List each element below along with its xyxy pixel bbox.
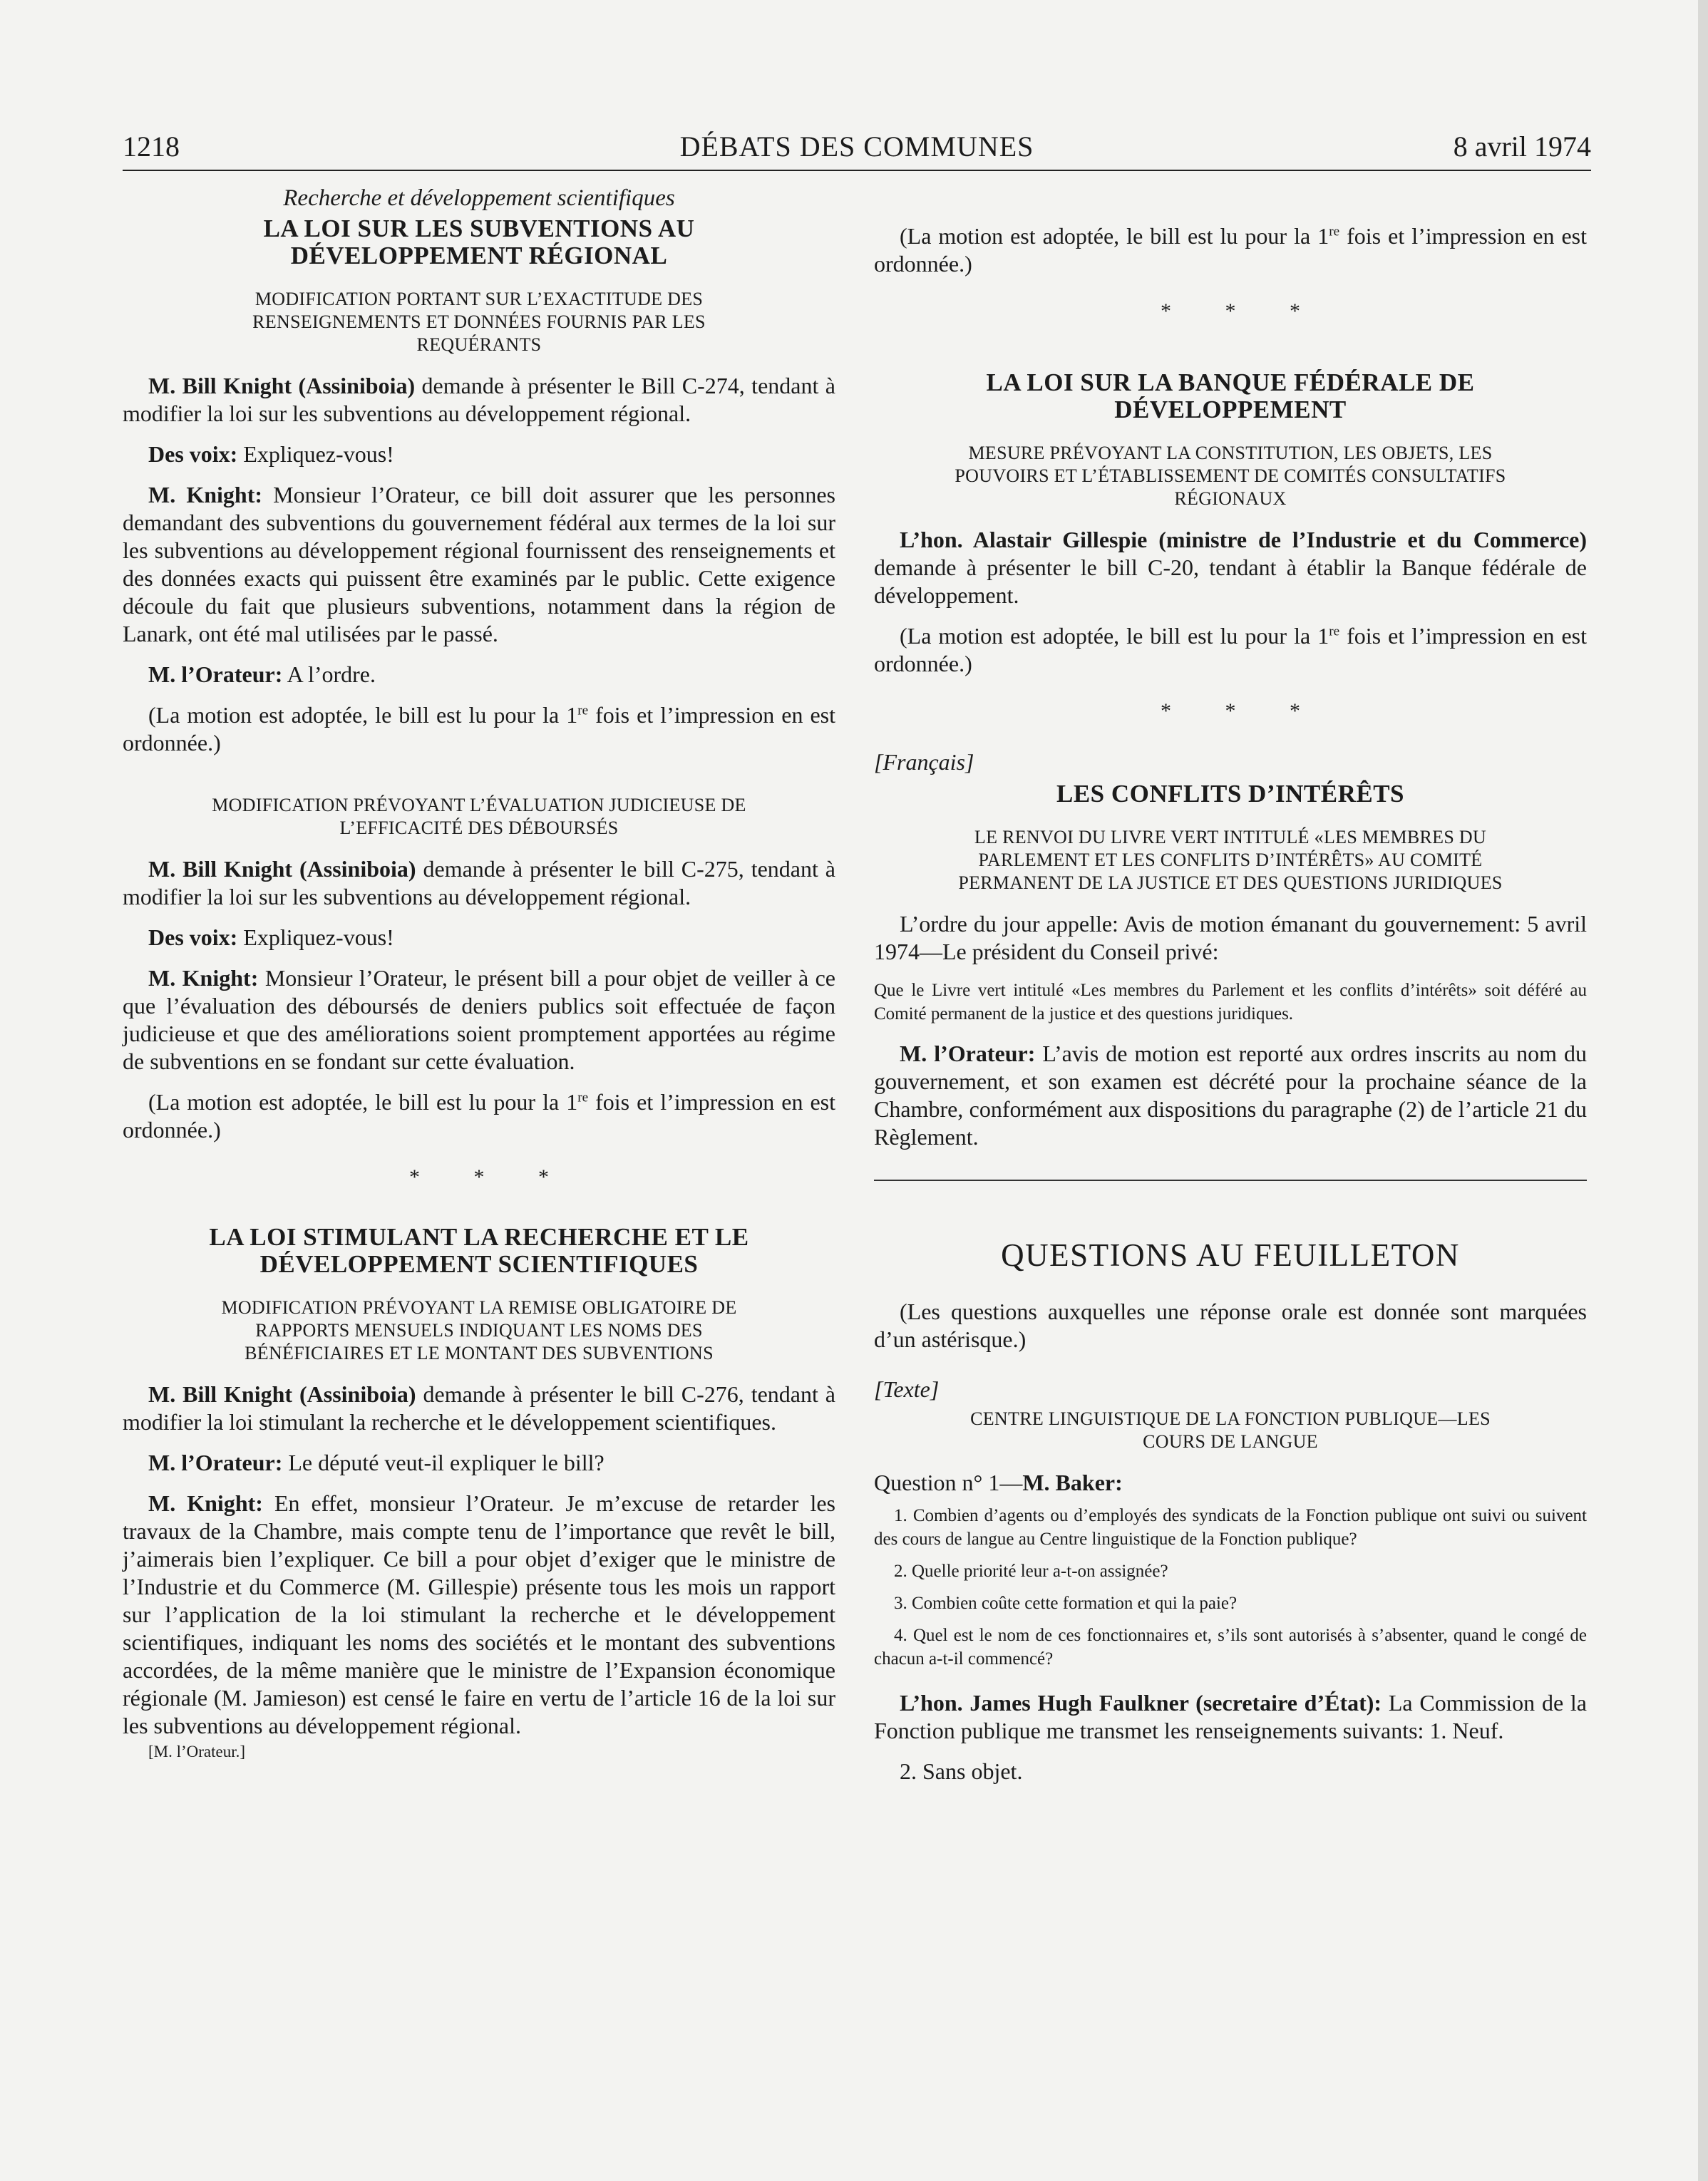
paragraph: M. l’Orateur: Le député veut-il expliquer le bill? (148, 1450, 605, 1475)
paragraph: 2. Sans objet. (900, 1758, 1023, 1784)
speaker: M. Bill Knight (Assiniboia) (148, 856, 416, 882)
paragraph: Des voix: Expliquez-vous! (148, 441, 394, 467)
paragraph: L’ordre du jour appelle: Avis de motion émanant du gouvernement: 5 avril 1974—Le président du Conseil privé: (874, 911, 1587, 964)
paragraph: M. Bill Knight (Assiniboia) demande à présenter le bill C-276, tendant à modifier la loi stimulant la recherche et le développement scientifiques. (123, 1381, 836, 1435)
section-subheading: LE RENVOI DU LIVRE VERT INTITULÉ «LES MEMBRES DU PARLEMENT ET LES CONFLITS D’INTÉRÊTS» AU COMITÉ PERMANENT DE LA JUSTICE ET DES QUESTIONS JURIDIQUES (958, 827, 1503, 893)
left-column (123, 184, 835, 1761)
speaker-tag: [M. l’Orateur.] (148, 1743, 246, 1760)
speaker: M. l’Orateur: (148, 661, 283, 687)
question-item: 1. Combien d’agents ou d’employés des syndicats de la Fonction publique ont suivi ou suivent des cours de langue au Centre linguistique de la Fonction publique? (874, 1506, 1587, 1549)
section-rule (874, 1180, 1587, 1181)
section-heading: LA LOI STIMULANT LA RECHERCHE ET LE DÉVELOPPEMENT SCIENTIFIQUES (209, 1223, 749, 1278)
section-subheading: MESURE PRÉVOYANT LA CONSTITUTION, LES OBJETS, LES POUVOIRS ET L’ÉTABLISSEMENT DE COMITÉS CONSULTATIFS RÉGIONAUX (955, 443, 1506, 509)
section-kicker: Recherche et développement scientifiques (283, 185, 675, 211)
section-heading: LA LOI SUR LA BANQUE FÉDÉRALE DE DÉVELOPPEMENT (986, 368, 1475, 423)
section-subheading: MODIFICATION PORTANT SUR L’EXACTITUDE DES RENSEIGNEMENTS ET DONNÉES FOURNIS PAR LES REQUÉRANTS (252, 289, 706, 355)
paragraph: L’hon. James Hugh Faulkner (secretaire d’État): La Commission de la Fonction publique me transmet les renseignements suivants: 1. Neuf. (874, 1690, 1587, 1743)
section-heading: LA LOI SUR LES SUBVENTIONS AU DÉVELOPPEMENT RÉGIONAL (263, 215, 695, 269)
speaker: L’hon. Alastair Gillespie (ministre de l’Industrie et du Commerce) (900, 527, 1587, 552)
speaker: M. l’Orateur: (900, 1041, 1036, 1066)
paragraph: M. Knight: Monsieur l’Orateur, le présent bill a pour objet de veiller à ce que l’évaluation des déboursés de deniers publics soit effectuée de façon judicieuse et que des améliorations soient promptement apportées au régime de subventions en se fondant sur cette évaluation. (123, 965, 836, 1074)
speaker: M. Knight: (148, 1490, 263, 1516)
language-marker: [Texte] (874, 1376, 940, 1402)
motion-note: (La motion est adoptée, le bill est lu pour la 1re fois et l’impression en est ordonnée.) (123, 1089, 836, 1143)
section-heading: LES CONFLITS D’INTÉRÊTS (1056, 780, 1405, 808)
motion-text: Que le Livre vert intitulé «Les membres du Parlement et les conflits d’intérêts» soit déféré au Comité permanent de la justice et des questions juridiques. (874, 981, 1587, 1024)
speaker: M. Baker: (1022, 1470, 1123, 1495)
speaker: M. l’Orateur: (148, 1450, 283, 1475)
speaker: M. Knight: (148, 965, 259, 991)
paragraph: M. l’Orateur: A l’ordre. (148, 661, 376, 687)
speaker: Des voix: (148, 924, 238, 950)
paragraph: M. Knight: En effet, monsieur l’Orateur. Je m’excuse de retarder les travaux de la Chambre, mais compte tenu de l’importance que revêt le bill, j’aimerais bien l’expliquer. Ce bill a pour objet d’exiger que le ministre de l’Industrie et du Commerce (M. Gillespie) présente tous les mois un rapport sur l’application de la loi stimulant la recherche et le développement scientifiques, indiquant les noms des sociétés et le montant des subventions accordées, de la même manière que le ministre de l’Expansion économique régionale (M. Jamieson) est censé le faire en vertu de l’article 16 de la loi sur les subventions au développement régional. (123, 1490, 836, 1738)
language-marker: [Français] (874, 749, 974, 775)
running-title: DÉBATS DES COMMUNES (679, 130, 1034, 163)
speaker: L’hon. James Hugh Faulkner (secretaire d’État): (900, 1690, 1382, 1716)
speaker: Des voix: (148, 441, 238, 467)
motion-note: (La motion est adoptée, le bill est lu pour la 1re fois et l’impression en est ordonnée.) (123, 702, 836, 756)
paragraph: M. Bill Knight (Assiniboia) demande à présenter le bill C-275, tendant à modifier la loi sur les subventions au développement régional. (123, 856, 836, 909)
paragraph: M. l’Orateur: L’avis de motion est reporté aux ordres inscrits au nom du gouvernement, et son examen est décrété pour la prochaine séance de la Chambre, conformément aux dispositions du paragraphe (2) de l’article 21 du Règlement. (874, 1041, 1588, 1150)
section-separator: * * * (1161, 299, 1324, 323)
section-separator: * * * (1161, 699, 1324, 723)
question-item: 3. Combien coûte cette formation et qui la paie? (894, 1594, 1238, 1613)
section-subheading: MODIFICATION PRÉVOYANT L’ÉVALUATION JUDICIEUSE DE L’EFFICACITÉ DES DÉBOURSÉS (212, 795, 746, 838)
page-date: 8 avril 1974 (1453, 130, 1591, 163)
question-heading: Question n° 1—M. Baker: (874, 1470, 1123, 1495)
speaker: M. Bill Knight (Assiniboia) (148, 1381, 416, 1407)
page-edge (1698, 0, 1708, 2181)
paragraph: (Les questions auxquelles une réponse orale est donnée sont marquées d’un astérisque.) (874, 1299, 1587, 1352)
motion-note: (La motion est adoptée, le bill est lu pour la 1re fois et l’impression en est ordonnée.) (874, 623, 1588, 676)
paragraph: M. Bill Knight (Assiniboia) demande à présenter le Bill C-274, tendant à modifier la loi sur les subventions au développement régional. (123, 373, 836, 426)
page-number: 1218 (123, 130, 180, 163)
section-heading: QUESTIONS AU FEUILLETON (1001, 1237, 1460, 1273)
paragraph: Des voix: Expliquez-vous! (148, 924, 394, 950)
question-item: 2. Quelle priorité leur a-t-on assignée? (894, 1562, 1168, 1581)
page-header (123, 127, 1591, 171)
speaker: M. Knight: (148, 482, 263, 507)
section-subheading: MODIFICATION PRÉVOYANT LA REMISE OBLIGATOIRE DE RAPPORTS MENSUELS INDIQUANT LES NOMS DES BÉNÉFICIAIRES ET LE MONTANT DES SUBVENTIONS (221, 1297, 737, 1363)
section-separator: * * * (409, 1165, 573, 1189)
paragraph: L’hon. Alastair Gillespie (ministre de l’Industrie et du Commerce) demande à présenter le bill C-20, tendant à établir la Banque fédérale de développement. (874, 527, 1587, 608)
paragraph: M. Knight: Monsieur l’Orateur, ce bill doit assurer que les personnes demandant des subventions du gouvernement fédéral aux termes de la loi sur les subventions au développement régional fournissent des renseignements et des données exacts qui puissent être examinés par le public. Cette exigence découle du fait que plusieurs subventions, notamment dans la région de Lanark, ont été mal utilisées par le passé. (123, 482, 836, 646)
speaker: M. Bill Knight (Assiniboia) (148, 373, 416, 398)
question-item: 4. Quel est le nom de ces fonctionnaires et, s’ils sont autorisés à s’absenter, quand le congé de chacun a-t-il commencé? (874, 1626, 1587, 1669)
section-subheading: CENTRE LINGUISTIQUE DE LA FONCTION PUBLIQUE—LES COURS DE LANGUE (970, 1408, 1491, 1452)
right-column (874, 222, 1587, 1798)
motion-note: (La motion est adoptée, le bill est lu pour la 1re fois et l’impression en est ordonnée.) (874, 223, 1588, 277)
